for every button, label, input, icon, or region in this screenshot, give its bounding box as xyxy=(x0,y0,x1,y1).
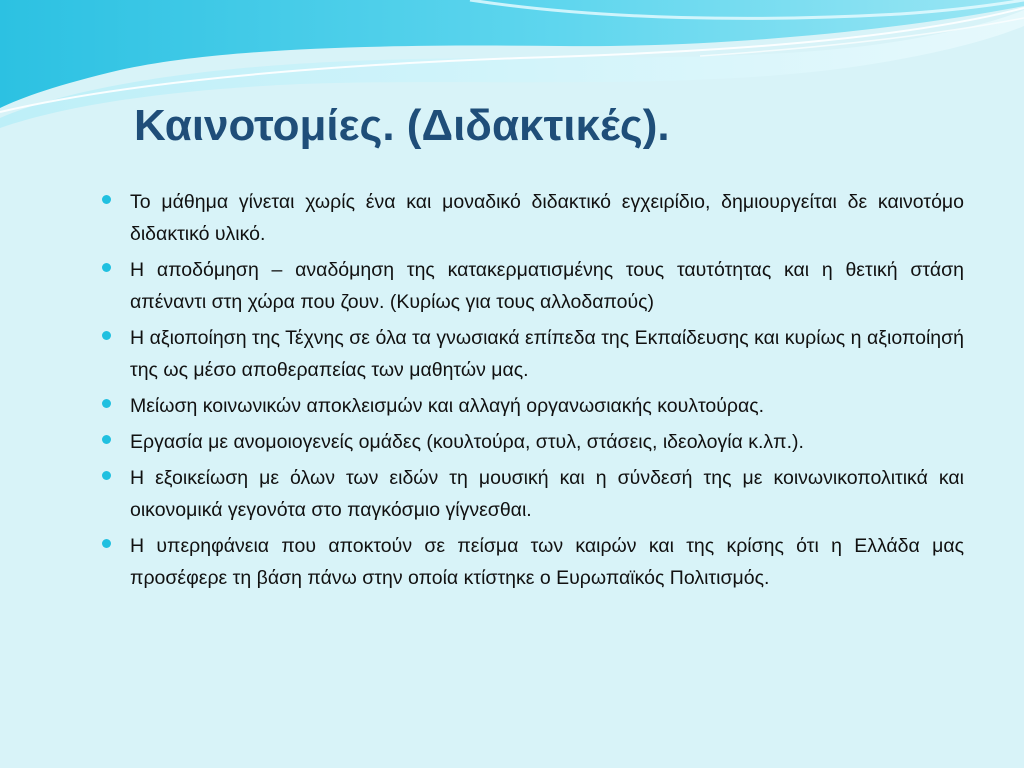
bullet-dot-icon xyxy=(102,331,111,340)
bullet-dot-icon xyxy=(102,195,111,204)
bullet-text: Το μάθημα γίνεται χωρίς ένα και μοναδικό διδακτικό εγχειρίδιο, δημιουργείται δε καινοτόμο διδακτικό υλικό. xyxy=(130,191,964,245)
bullet-text: Η αξιοποίηση της Τέχνης σε όλα τα γνωσιακά επίπεδα της Εκπαίδευσης και κυρίως η αξιοποίησή της ως μέσο αποθεραπείας των μαθητών μας. xyxy=(130,327,964,381)
list-item xyxy=(100,322,964,386)
list-item xyxy=(100,530,964,594)
bullet-dot-icon xyxy=(102,539,111,548)
bullet-text: Η αποδόμηση – αναδόμηση της κατακερματισμένης τους ταυτότητας και η θετική στάση απέναντι στη χώρα που ζουν. (Κυρίως για τους αλλοδαπούς) xyxy=(130,259,964,313)
list-item xyxy=(100,426,964,458)
bullet-text: Η υπερηφάνεια που αποκτούν σε πείσμα των καιρών και της κρίσης ότι η Ελλάδα μας προσέφερε τη βάση πάνω στην οποία κτίστηκε ο Ευρωπαϊκός Πολιτισμός. xyxy=(130,535,964,589)
bullet-dot-icon xyxy=(102,471,111,480)
list-item xyxy=(100,462,964,526)
list-item xyxy=(100,390,964,422)
bullet-text: Η εξοικείωση με όλων των ειδών τη μουσική και η σύνδεσή της με κοινωνικοπολιτικά και οικονομικά γεγονότα στο παγκόσμιο γίγνεσθαι. xyxy=(130,467,964,521)
list-item xyxy=(100,186,964,250)
bullet-dot-icon xyxy=(102,263,111,272)
slide-title: Καινοτομίες. (Διδακτικές). xyxy=(134,101,670,150)
bullet-text: Εργασία με ανομοιογενείς ομάδες (κουλτούρα, στυλ, στάσεις, ιδεολογία κ.λπ.). xyxy=(130,431,804,453)
list-item xyxy=(100,254,964,318)
bullet-dot-icon xyxy=(102,399,111,408)
bullet-list xyxy=(100,186,964,598)
bullet-dot-icon xyxy=(102,435,111,444)
bullet-text: Μείωση κοινωνικών αποκλεισμών και αλλαγή οργανωσιακής κουλτούρας. xyxy=(130,395,765,417)
